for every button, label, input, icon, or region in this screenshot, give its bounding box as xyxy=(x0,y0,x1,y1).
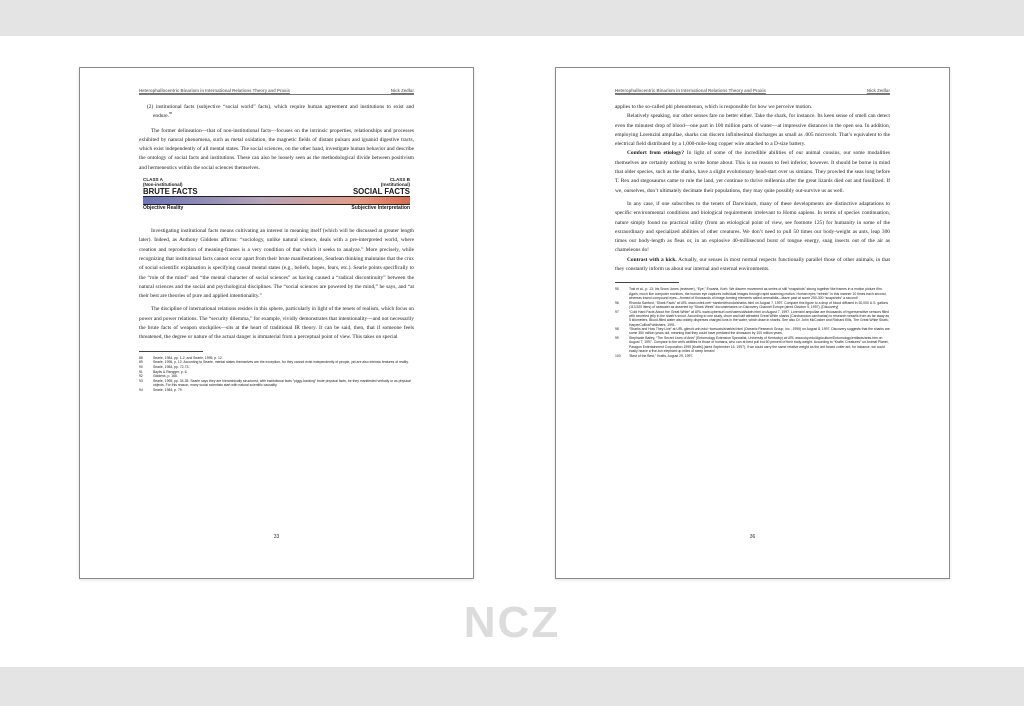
footnote: 99 Stephanie Bailey, “The Secret Lives of Ants” (Entomology Extension Specialist, University of Kentucky) at URL www.uky.edu/Agriculture/Entomology/entfacts/ants.htm on August 7, 1997. Compare to the ant’s abilities to those of humans, who can at best pull but 60 percent of their body-weight. According to “Krafts’ Creatures” on Animal Planet, Paragon Entertainment Corporation 1995 [Krafts] (aired September 16, 1997), if we could carry the same relative weight as the ant forced cutter ant, for instance, we could easily heave a five-ton elephant up miles of steep terrain! xyxy=(615,336,889,354)
footnote: 88 Searle, 1984, pp. 1-2, and Searle, 1995, p. 12. xyxy=(139,355,223,360)
header-author: Nick Zedlar xyxy=(390,88,414,93)
footnotes xyxy=(139,356,414,393)
footnote: 91 Baylis & Rengger, p. 6. xyxy=(139,369,188,374)
facts-spectrum-figure xyxy=(143,177,410,221)
footnote: 92 Giddens, p. 166. xyxy=(139,374,178,379)
document-page-right[interactable] xyxy=(555,67,950,579)
footnote: 94 Searle, 1984, p. 79. xyxy=(139,388,183,393)
paragraph: Investigating institutional facts means cultivating an interest in meaning itself (which will be discussed at greater length later). Indeed, as Anthony Giddens affirms: “sociology, unlike natural science, deals with a pre-interpreted world, where creation and reproduction of meaning-frames is a very condition of that which it seeks to analyze.” More precisely, while recognizing that institutional facts cannot occur apart from their brute manifestations, Searlean thinking maintains that the crux of social scientific explanation is specifying causal mental states (e.g., beliefs, hopes, fears, etc.). Searle points specifically to the “role of the mind” and “the mental character of social sciences” as having caused a “radical discontinuity” between the natural sciences and the social and psychological disciplines. The “social sciences are powered by the mind,” he says, and “at their best are theories of pure and applied intentionality.” xyxy=(139,228,414,300)
list-item-institutional: (2) institutional facts (subjective “social world” facts), which require human agreement and institutions to exist and endure.$^{88}$ xyxy=(147,104,414,120)
page-number: 33 xyxy=(273,534,280,540)
class-a-label: CLASS A (Non-institutional) xyxy=(143,177,183,187)
paragraph: Contrast with a kick. Actually, our senses in most normal respects functionally parallel those of other animals, in that they constantly inform us about our internal and external environments. xyxy=(615,256,890,273)
document-page-left[interactable] xyxy=(79,67,474,579)
paragraph: The discipline of international relations resides in this sphere, particularly in light of the tenets of realism, which focus on power and power relations. The “security dilemma,” for example, vividly demonstrates that intentionality—and not necessarily the brute facts of weapon stockpiles—sits at the heart of traditional IR theory. It can be said, then, that if someone feels threatened, the degree or nature of the actual danger is immaterial from a perceptual point of view. This takes on special xyxy=(139,306,414,341)
footnote: 90 Searle, 1984, pp. 72-73. xyxy=(139,365,190,370)
brute-facts-label: BRUTE FACTS xyxy=(143,187,198,197)
footnote: 89 Searle, 1995, p. 12. According to Searle, mental states themselves are the exception, for they cannot exist independently of people, yet are also intrinsic features of reality. xyxy=(139,360,409,365)
footnote: 97 “Cold Hard Facts About the Great White” at URL www.cybersurf.com/users/dl/sdwh.html on August 7, 1997. Lorenzini ampullae are thousands of hypersensitive sensors filled with secreted jelly in the shark’s snout. According to one study, chum and bait attracted Great White sharks (Carcharodon carcharias) to research vessels from as far away as 5 kilometers. Blood-filled water also widely disperses charged ions in the water, which draw in sharks. See also Dr. John McCosker and Richard Ellis, The Great White Shark, HarperCollinsPublishers, 1991. xyxy=(615,309,890,327)
footnote-rule xyxy=(139,351,203,352)
footnotes xyxy=(615,287,890,358)
page-number: 36 xyxy=(749,534,756,540)
paragraph: Relatively speaking, our other senses fare no better either. Take the shark, for instance. Its keen sense of smell can detect even the minutest drop of blood—one part in 100 million parts of water—at impressive distances in the open sea. In addition, employing Lorenzini ampullae, sharks can discern infinitesimal discharges as small as .005 microvolt. That’s equivalent to the electrical field distributed by a 1,000-mile-long copper wire attached to a D-size battery. xyxy=(615,113,890,148)
class-b-label: CLASS B (Institutional) xyxy=(380,177,410,187)
running-header xyxy=(615,88,890,95)
running-header xyxy=(139,88,414,95)
objective-reality-label: Objective Reality xyxy=(143,205,184,212)
subjective-interpretation-label: Subjective Interpretation xyxy=(351,205,410,212)
footnote: 96 Rhonda Sanford, “Shark Facts” at URL www.cntek.net/~sanford/rhonda/sharks.html on August 7, 1997. Compare this figure to a drop of blood diffused in 30,000 U.S. gallons (113,520 liters) of seawater as asserted by “Shark Week” documentaries on Discovery Channel Europe (aired October 5, 1997). [Discovery] xyxy=(615,300,889,309)
paragraph: Comfort from etiology? In light of some of the incredible abilities of our animal cousins, our some modalities themselves are certainly nothing to write home about. This is no reason to feel inferior, however. It should be borne in mind that older species, such as the sharks, have a slight evolutionary head-start over us simians. They prowled the seas long before T. Rex and stegosaurus came to rule the land, yet continue to thrive millennia after the great lizards died out and fossilized. If we, ourselves, don’t ultimately decimate their populations, they may quite possibly out-survive us as well. xyxy=(615,150,890,194)
footnote: 93 Searle, 1995, pp. 34-35. Searle says they are hierarchically structured, with institutional facts “piggy-backing” brute physical facts, be they manifested verbally or as physical objects. For this reason, many social scientists start with natural scientific causality. xyxy=(139,379,411,388)
footnote-rule xyxy=(615,282,679,283)
social-facts-label: SOCIAL FACTS xyxy=(352,187,410,197)
footnote: 98 “Sharks and How They Live” at URL gilmoit.unh.edu/~kcesuxis/sharkist.html (Oceanic Research Group, Inc., 1995) on August 8, 1997. Discovery suggests that the sharks are some 350 million years old, meaning that they could have predated the dinosaurs by 100 million years. xyxy=(615,327,890,336)
footnote: 95 Tost et al., p. 13; Iris Snow Jones (reviewer), “Eye,” Encarta, Korb. We discern movement as series of still “snapshots” strung together like frames in a motion picture film. Again, much like computer monitors, the human eye captures individual images through rapid scanning motion. Human eyes “refresh” in this manner 10 times each second, whereas insect compound eyes—formed of thousands of image-forming elements called ommatidia—blaze past at some 250-300 “snapshots” a second! xyxy=(615,287,887,300)
paragraph: The former delineation—that of non-institutional facts—focuses on the intrinsic properties, relationships and processes exhibited by natural phenomena, such as metal oxidation, the magnetic fields of distant pulsars and iguanid digestive tracts, which exist independently of all mental states. The social sciences, on the other hand, investigate human behavior and describe the ontology of social facts and institutions. These can also be loosely seen as the methodological divide between positivism and hermeneutics within the social sciences themselves. xyxy=(139,127,414,171)
spectrum-gradient-bar xyxy=(143,196,410,205)
ncz-watermark: NCZ xyxy=(463,598,561,647)
header-title: Heterophallocentric Binarism in International Relations Theory and Praxis xyxy=(139,88,290,93)
header-author: Nick Zedlar xyxy=(866,88,890,93)
paragraph: In any case, if one subscribes to the tenets of Darwinism, many of these developments are distinctive adaptations to specific environmental conditions and biological requirements irrelevant to Homo sapiens. In terms of species continuation, nature simply found no practical utility (from an etiological point of view, see footnote 125) for humanity in some of the extraordinary and specialized abilities of other creatures. We don’t need to pull 50 times our body-weight as ants, leap 300 times our body-length as fleas or, in an explosive 40-millisecond burst of tongue energy, snag insects out of the air as chameleons do! xyxy=(615,200,890,254)
header-title: Heterophallocentric Binarism in International Relations Theory and Praxis xyxy=(615,88,766,93)
viewer-top-band xyxy=(0,0,1024,36)
footnote: 100 “Best of the Best,” Krafts, August 29, 1997. xyxy=(615,353,694,358)
paragraph: applies to the so-called phi phenomenon, which is responsible for how we perceive motion. xyxy=(615,104,813,110)
viewer-bottom-band xyxy=(0,667,1024,706)
